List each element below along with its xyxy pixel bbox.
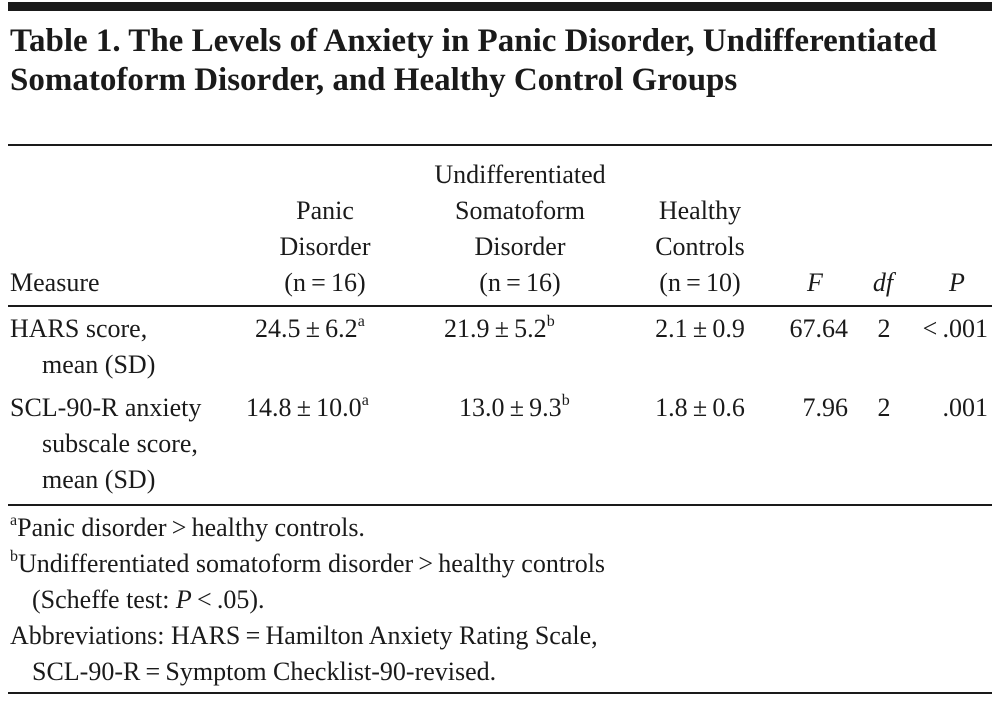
- header-controls-line-1: Healthy: [658, 196, 742, 225]
- row-hars-somatoform: [444, 311, 555, 347]
- header-panic-line-1: Panic: [296, 196, 354, 225]
- footnote-bottom-rule: [8, 692, 992, 694]
- row-hars-panic: [255, 311, 365, 347]
- row-scl-df: 2: [877, 393, 891, 422]
- row-scl-somatoform-value: 13.0 ± 9.3: [459, 393, 562, 422]
- header-healthy-controls: [630, 193, 770, 301]
- row-scl-panic-sup: a: [361, 392, 369, 409]
- footnote-b-cont-suffix: < .05).: [191, 585, 265, 614]
- header-somatoform-line-2: Somatoform: [455, 196, 585, 225]
- footnote-b-text: Undifferentiated somatoform disorder > healthy controls: [18, 549, 606, 578]
- header-controls-line-2: Controls: [655, 232, 745, 261]
- header-bottom-rule: [8, 305, 992, 307]
- table-bottom-rule: [8, 504, 992, 506]
- row-scl-panic-value: 14.8 ± 10.0: [246, 393, 362, 422]
- row-scl-f: 7.96: [802, 393, 848, 422]
- footnote-a-text: Panic disorder > healthy controls.: [17, 513, 365, 542]
- row-scl-measure-line-2: subscale score,: [42, 429, 198, 458]
- row-hars-measure-line-2: mean (SD): [42, 350, 156, 379]
- row-scl-measure: [10, 390, 201, 498]
- row-scl-measure-line-3: mean (SD): [42, 465, 156, 494]
- header-controls-line-3: (n = 10): [659, 268, 741, 297]
- header-measure: Measure: [10, 268, 100, 297]
- footnote-abbreviations-1: Abbreviations: HARS = Hamilton Anxiety Rating Scale,: [10, 621, 598, 650]
- header-somatoform-line-1: Undifferentiated: [434, 160, 606, 189]
- row-hars-df: 2: [877, 314, 891, 343]
- header-df: df: [872, 268, 894, 297]
- footnote-b: [10, 546, 985, 582]
- header-p: P: [949, 268, 965, 297]
- row-hars-panic-value: 24.5 ± 6.2: [255, 314, 358, 343]
- header-somatoform-disorder: [410, 157, 630, 301]
- row-hars-panic-sup: a: [357, 313, 365, 330]
- footnote-b-cont-prefix: (Scheffe test:: [32, 585, 176, 614]
- top-thick-rule: [8, 2, 992, 11]
- row-hars-measure-line-1: HARS score,: [10, 314, 148, 343]
- header-f: F: [807, 268, 823, 297]
- header-somatoform-line-3: Disorder: [474, 232, 566, 261]
- footnote-a-mark: a: [10, 512, 18, 529]
- header-top-rule: [8, 144, 992, 146]
- row-scl-somatoform-sup: b: [561, 392, 570, 409]
- table-footnotes: [10, 510, 985, 690]
- row-hars-somatoform-value: 21.9 ± 5.2: [444, 314, 547, 343]
- row-hars-f: 67.64: [789, 314, 848, 343]
- header-panic-disorder: [250, 193, 400, 301]
- footnote-a: [10, 510, 985, 546]
- row-scl-measure-line-1: SCL-90-R anxiety: [10, 393, 202, 422]
- footnote-abbreviations-2: SCL-90-R = Symptom Checklist-90-revised.: [32, 657, 497, 686]
- row-scl-p: .001: [942, 393, 988, 422]
- row-scl-somatoform: [459, 390, 570, 426]
- row-hars-somatoform-sup: b: [546, 313, 555, 330]
- row-scl-panic: [246, 390, 369, 426]
- row-scl-controls: 1.8 ± 0.6: [655, 393, 745, 422]
- row-hars-controls: 2.1 ± 0.9: [655, 314, 745, 343]
- row-hars-p: < .001: [922, 314, 988, 343]
- table-title: Table 1. The Levels of Anxiety in Panic Disorder, Undifferentiated Somatoform Disorder, and Healthy Control Groups: [10, 23, 937, 98]
- row-hars-measure: [10, 311, 155, 383]
- footnote-b-mark: b: [10, 548, 18, 565]
- footnote-b-continuation: [10, 582, 985, 618]
- header-panic-line-2: Disorder: [279, 232, 371, 261]
- footnote-b-cont-p: P: [175, 585, 192, 614]
- header-panic-line-3: (n = 16): [284, 268, 366, 297]
- header-somatoform-line-4: (n = 16): [479, 268, 561, 297]
